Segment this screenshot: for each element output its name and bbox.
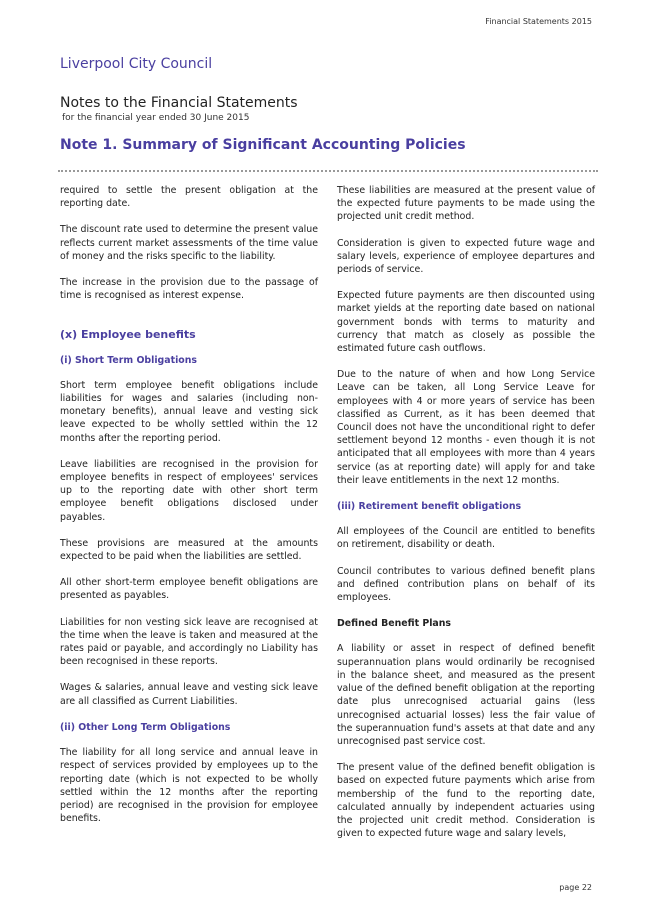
paragraph: A liability or asset in respect of defined benefit superannuation plans would ordinarily be recognised in the balance sheet, and measured as the present value of the defined benefit obligation at the reporting date plus unrecognised actuarial gains (less unrecognised actuarial losses) less the fair value of the superannuation fund's assets at that date and any unrecognised past service cost.	[337, 643, 595, 747]
page-title: Notes to the Financial Statements	[60, 95, 298, 111]
right-column	[337, 184, 595, 853]
paragraph: Council contributes to various defined benefit plans and defined contribution plans on behalf of its employees.	[337, 565, 595, 604]
council-name: Liverpool City Council	[60, 56, 213, 72]
paragraph: Expected future payments are then discounted using market yields at the reporting date based on national government bonds with terms to maturity and currency that match as closely as possible the estimated future cash outflows.	[337, 290, 595, 355]
paragraph: These provisions are measured at the amounts expected to be paid when the liabilities are settled.	[60, 537, 318, 563]
paragraph: All employees of the Council are entitled to benefits on retirement, disability or death.	[337, 526, 595, 551]
subsection-heading-short-term: (i) Short Term Obligations	[60, 354, 197, 366]
paragraph: required to settle the present obligation at the reporting date.	[60, 185, 318, 210]
subsection-heading-retirement: (iii) Retirement benefit obligations	[337, 501, 522, 513]
document-label: Financial Statements 2015	[485, 17, 592, 26]
paragraph: The discount rate used to determine the present value reflects current market assessments of the time value of money and the risks specific to the liability.	[60, 224, 318, 262]
paragraph: Consideration is given to expected future wage and salary levels, experience of employee departures and periods of service.	[337, 237, 595, 276]
dotted-divider	[58, 170, 598, 172]
left-column	[60, 184, 318, 838]
section-heading-employee-benefits: (x) Employee benefits	[60, 328, 196, 342]
paragraph: The increase in the provision due to the passage of time is recognised as interest expense.	[60, 277, 318, 302]
paragraph: All other short-term employee benefit obligations are presented as payables.	[60, 577, 318, 602]
paragraph: These liabilities are measured at the present value of the expected future payments to be made using the projected unit credit method.	[337, 185, 595, 223]
subsection-heading-defined-benefit: Defined Benefit Plans	[337, 618, 451, 630]
page-subtitle: for the financial year ended 30 June 2015	[62, 113, 250, 123]
paragraph: The liability for all long service and annual leave in respect of services provided by employees up to the reporting date (which is not expected to be wholly settled within the 12 months after the reporting period) are recognised in the provision for employee benefits.	[60, 747, 318, 825]
note-heading: Note 1. Summary of Significant Accounting Policies	[60, 137, 466, 153]
page-number: page 22	[559, 883, 592, 892]
paragraph: Leave liabilities are recognised in the provision for employee benefits in respect of employees' services up to the reporting date with other short term employee benefit obligations disclosed under payables.	[60, 458, 318, 523]
paragraph: Wages & salaries, annual leave and vesting sick leave are all classified as Current Liabilities.	[60, 682, 318, 707]
subsection-heading-other-long-term: (ii) Other Long Term Obligations	[60, 721, 231, 733]
paragraph: Short term employee benefit obligations include liabilities for wages and salaries (including non-monetary benefits), annual leave and vesting sick leave expected to be wholly settled within the 12 months after the reporting period.	[60, 379, 318, 444]
paragraph: Liabilities for non vesting sick leave are recognised at the time when the leave is taken and measured at the rates paid or payable, and accordingly no Liability has been recognised in these reports.	[60, 616, 318, 668]
paragraph: Due to the nature of when and how Long Service Leave can be taken, all Long Service Leave for employees with 4 or more years of service has been classified as Current, as it has been deemed that Council does not have the unconditional right to defer settlement beyond 12 months - even though it is not anticipated that all employees with more than 4 years service (as at reporting date) will apply for and take their leave entitlements in the next 12 months.	[337, 369, 595, 486]
paragraph: The present value of the defined benefit obligation is based on expected future payments which arise from membership of the fund to the reporting date, calculated annually by independent actuaries using the projected unit credit method. Consideration is given to expected future wage and salary levels,	[337, 762, 595, 840]
